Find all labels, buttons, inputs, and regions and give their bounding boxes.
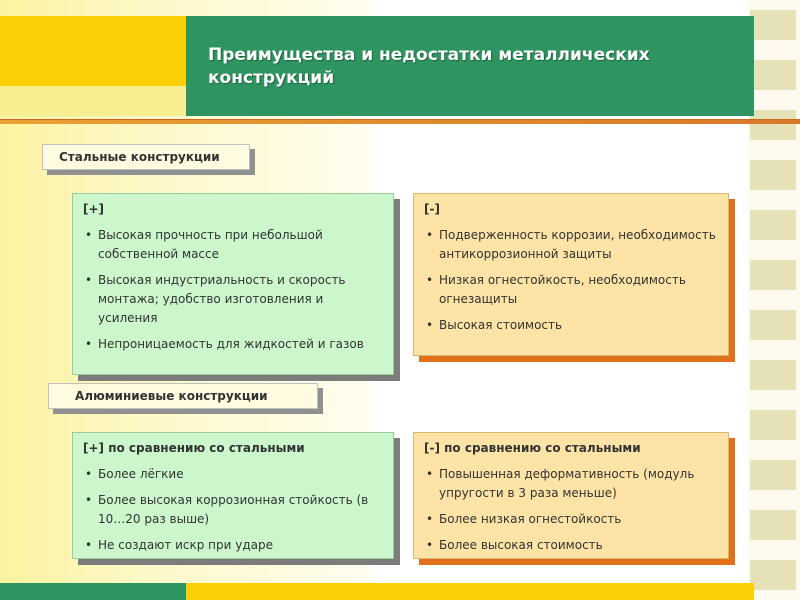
advantages-list xyxy=(83,465,381,555)
header-accent-strip xyxy=(0,86,186,116)
slide-title: Преимущества и недостатки металлических конструкций xyxy=(208,45,650,88)
deco-stripe xyxy=(750,460,796,490)
footer-bar-yellow xyxy=(186,583,754,600)
card-heading: [+] xyxy=(83,202,105,216)
list-item: • Не создают искр при ударе xyxy=(83,536,381,555)
list-item: • Подверженность коррозии, необходимость антикоррозионной защиты xyxy=(424,226,716,264)
disadvantages-list xyxy=(424,465,716,555)
section-label-steel: Стальные конструкции xyxy=(42,144,250,170)
advantages-list xyxy=(83,226,381,354)
disadvantages-list xyxy=(424,226,716,335)
deco-stripe xyxy=(750,110,796,140)
list-item: • Низкая огнестойкость, необходимость огнезащиты xyxy=(424,271,716,309)
list-item: • Высокая индустриальность и скорость монтажа; удобство изготовления и усиления xyxy=(83,271,381,328)
slide-header xyxy=(186,16,754,116)
card-heading: [+] по сравнению со стальными xyxy=(83,441,305,455)
list-item: • Высокая стоимость xyxy=(424,316,716,335)
deco-stripe xyxy=(750,60,796,90)
list-item: • Непроницаемость для жидкостей и газов xyxy=(83,335,381,354)
deco-stripe xyxy=(750,360,796,390)
deco-stripe xyxy=(750,160,796,190)
card-heading: [-] по сравнению со стальными xyxy=(424,441,641,455)
header-accent-block xyxy=(0,16,186,86)
deco-stripe xyxy=(750,410,796,440)
deco-stripe xyxy=(750,210,796,240)
deco-stripe xyxy=(750,560,796,590)
aluminum-disadvantages-card xyxy=(413,432,729,559)
deco-stripe xyxy=(750,10,796,40)
aluminum-advantages-card xyxy=(72,432,394,559)
list-item: • Более высокая коррозионная стойкость (в 10…20 раз выше) xyxy=(83,491,381,529)
list-item: • Более высокая стоимость xyxy=(424,536,716,555)
list-item: • Повышенная деформативность (модуль упругости в 3 раза меньше) xyxy=(424,465,716,503)
deco-stripe xyxy=(750,510,796,540)
list-item: • Более лёгкие xyxy=(83,465,381,484)
list-item: • Более низкая огнестойкость xyxy=(424,510,716,529)
header-divider xyxy=(0,119,800,124)
section-label-aluminum: Алюминиевые конструкции xyxy=(48,383,318,409)
card-heading: [-] xyxy=(424,202,440,216)
list-item: • Высокая прочность при небольшой собственной массе xyxy=(83,226,381,264)
steel-disadvantages-card xyxy=(413,193,729,356)
deco-stripe xyxy=(750,310,796,340)
footer-bar-green xyxy=(0,583,186,600)
steel-advantages-card xyxy=(72,193,394,375)
deco-stripe xyxy=(750,260,796,290)
